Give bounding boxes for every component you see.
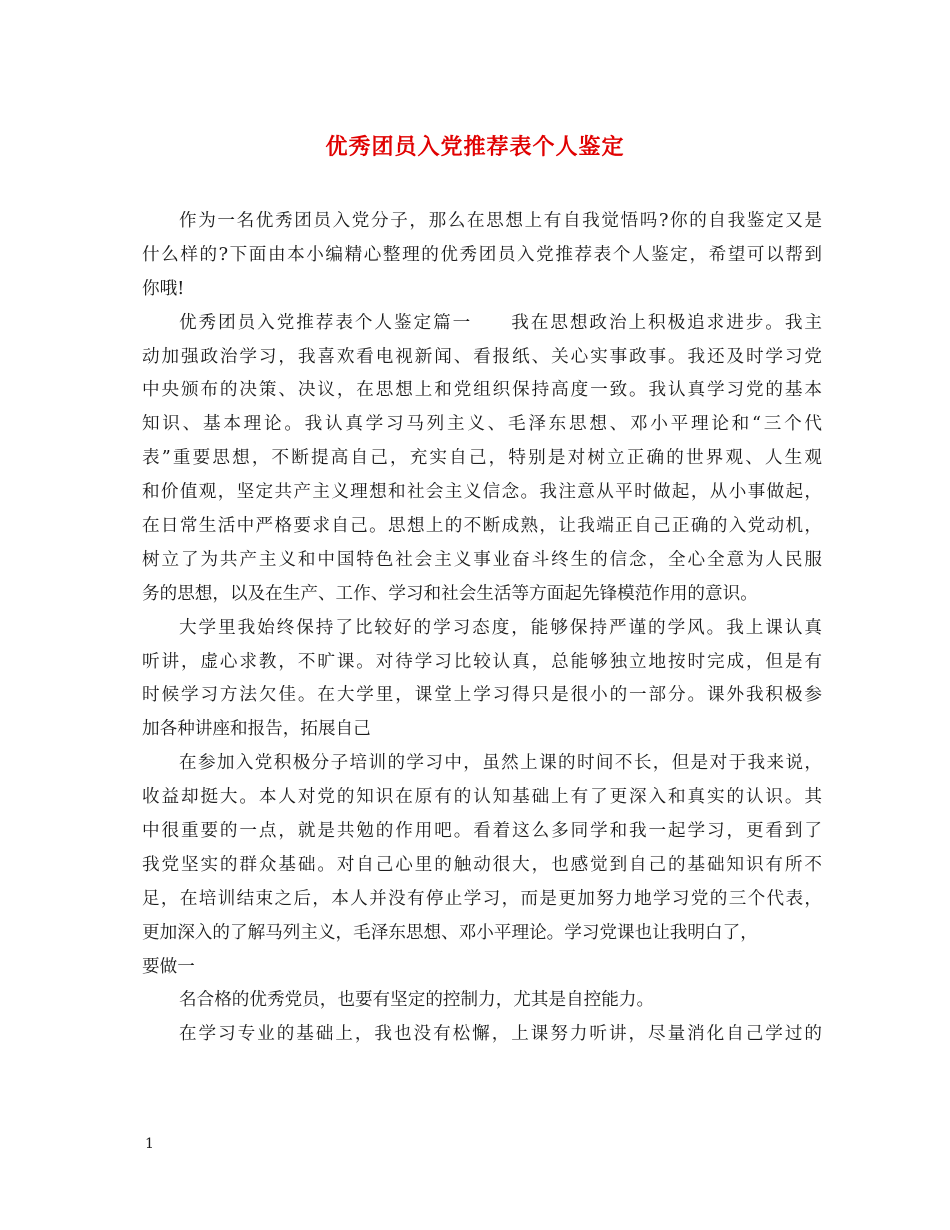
paragraph-line: 听讲，虚心求教，不旷课。对待学习比较认真，总能够独立地按时完成，但是有 bbox=[142, 651, 822, 672]
paragraph-line: 收益却挺大。本人对党的知识在原有的认知基础上有了更深入和真实的认识。其 bbox=[142, 787, 822, 808]
paragraph-line: 我党坚实的群众基础。对自己心里的触动很大，也感觉到自己的基础知识有所不 bbox=[142, 854, 822, 875]
paragraph-line: 优秀团员入党推荐表个人鉴定篇一 我在思想政治上积极追求进步。我主 bbox=[179, 312, 822, 333]
paragraph-line: 中央颁布的决策、决议，在思想上和党组织保持高度一致。我认真学习党的基本 bbox=[142, 380, 822, 401]
paragraph-line: 名合格的优秀党员，也要有坚定的控制力，尤其是自控能力。 bbox=[179, 990, 655, 1011]
paragraph-line: 在日常生活中严格要求自己。思想上的不断成熟，让我端正自己正确的入党动机， bbox=[142, 516, 822, 537]
paragraph-line: 在学习专业的基础上，我也没有松懈，上课努力听讲，尽量消化自己学过的 bbox=[179, 1024, 822, 1045]
paragraph-line: 加各种讲座和报告，拓展自己 bbox=[142, 719, 371, 740]
paragraph-line: 动加强政治学习，我喜欢看电视新闻、看报纸、关心实事政事。我还及时学习党 bbox=[142, 346, 822, 367]
paragraph-line: 知识、基本理论。我认真学习马列主义、毛泽东思想、邓小平理论和“三个代 bbox=[142, 414, 822, 435]
paragraph-line: 中很重要的一点，就是共勉的作用吧。看着这么多同学和我一起学习，更看到了 bbox=[142, 821, 822, 842]
paragraph-line: 树立了为共产主义和中国特色社会主义事业奋斗终生的信念，全心全意为人民服 bbox=[142, 549, 822, 570]
paragraph-line: 大学里我始终保持了比较好的学习态度，能够保持严谨的学风。我上课认真 bbox=[179, 617, 822, 638]
page-number: 1 bbox=[145, 1136, 154, 1152]
document-title: 优秀团员入党推荐表个人鉴定 bbox=[325, 134, 625, 160]
paragraph-line: 你哦! bbox=[142, 278, 185, 299]
paragraph-line: 什么样的?下面由本小编精心整理的优秀团员入党推荐表个人鉴定，希望可以帮到 bbox=[142, 244, 822, 265]
document-body bbox=[142, 205, 822, 1052]
paragraph-line: 作为一名优秀团员入党分子，那么在思想上有自我觉悟吗?你的自我鉴定又是 bbox=[179, 211, 822, 231]
paragraph-line: 足，在培训结束之后，本人并没有停止学习，而是更加努力地学习党的三个代表， bbox=[142, 888, 822, 909]
paragraph-line: 时候学习方法欠佳。在大学里，课堂上学习得只是很小的一部分。课外我积极参 bbox=[142, 685, 822, 706]
paragraph-line: 和价值观，坚定共产主义理想和社会主义信念。我注意从平时做起，从小事做起， bbox=[142, 482, 822, 503]
paragraph-line: 更加深入的了解马列主义，毛泽东思想、邓小平理论。学习党课也让我明白了， bbox=[142, 922, 758, 943]
paragraph-line: 务的思想，以及在生产、工作、学习和社会生活等方面起先锋模范作用的意识。 bbox=[142, 583, 758, 604]
paragraph-line: 在参加入党积极分子培训的学习中，虽然上课的时间不长，但是对于我来说， bbox=[179, 753, 822, 774]
paragraph-line: 要做一 bbox=[142, 956, 195, 977]
paragraph-line: 表”重要思想，不断提高自己，充实自己，特别是对树立正确的世界观、人生观 bbox=[142, 448, 822, 469]
